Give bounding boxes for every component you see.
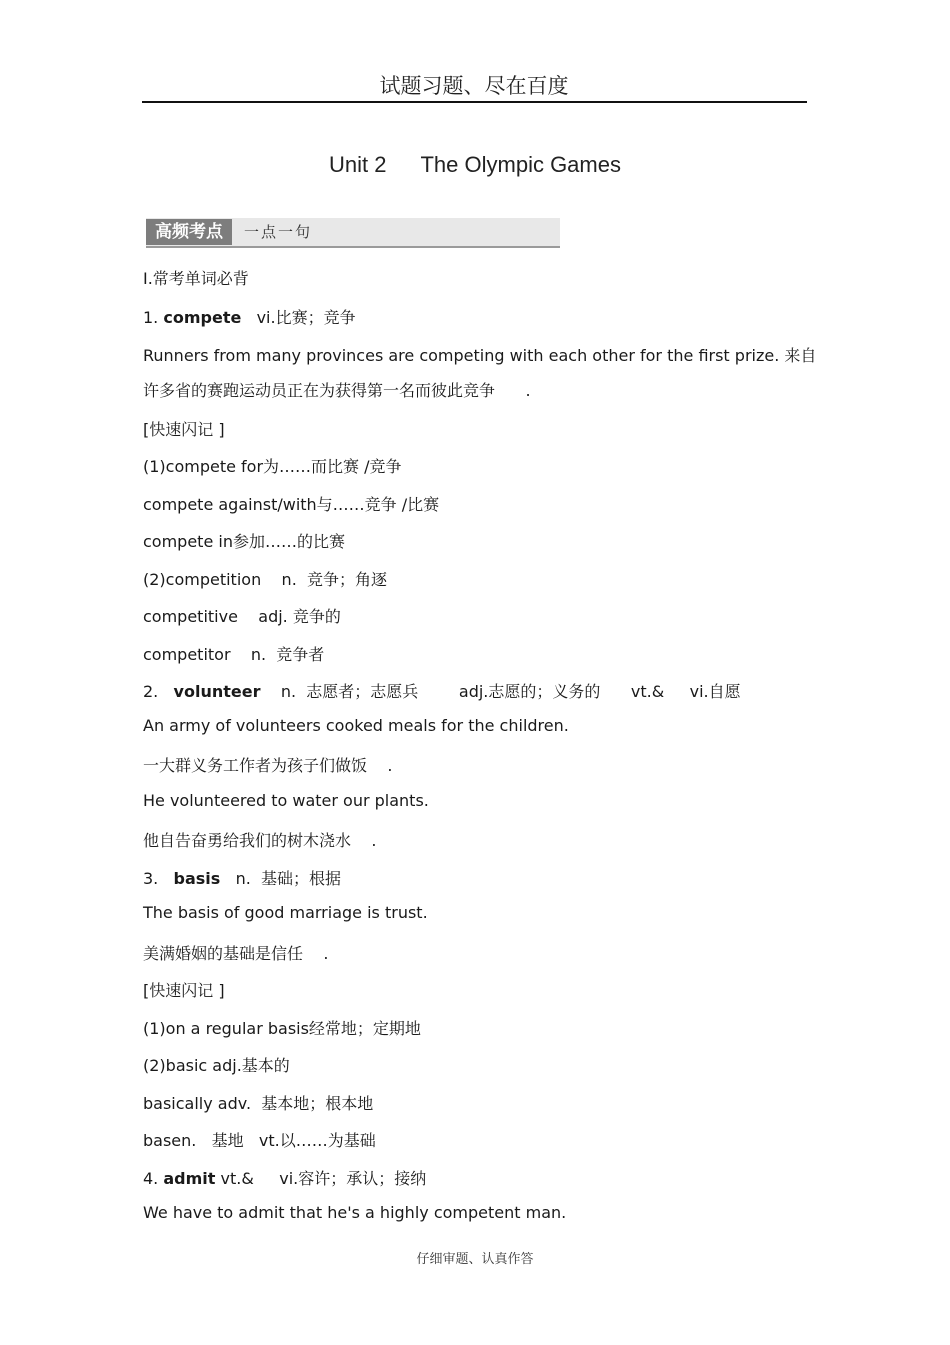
entry-word: volunteer bbox=[173, 682, 261, 701]
word-entry-basis bbox=[143, 866, 341, 889]
entry-number: 2. bbox=[143, 682, 174, 701]
unit-label: Unit 2 bbox=[329, 152, 387, 177]
entry-number: 3. bbox=[143, 869, 174, 888]
entry-word: basis bbox=[173, 869, 221, 888]
entry-definition: n. 基础；根据 bbox=[220, 869, 341, 888]
unit-title bbox=[0, 152, 950, 178]
header-title: 试题习题、尽在百度 bbox=[379, 74, 569, 98]
example-sentence: Runners from many provinces are competing with each other for the first prize. 来自 bbox=[143, 346, 817, 365]
banner-subtitle: 一点一句 bbox=[244, 223, 313, 241]
phrase-line: (2)competition n. 竞争；角逐 bbox=[143, 570, 387, 589]
example-sentence: The basis of good marriage is trust. bbox=[143, 903, 428, 922]
page-footer: 仔细审题、认真作答 bbox=[416, 1252, 534, 1267]
word-entry-admit bbox=[143, 1166, 426, 1189]
phrase-line: (2)basic adj.基本的 bbox=[143, 1056, 290, 1075]
entry-definition: vt.& vi.容许；承认；接纳 bbox=[215, 1169, 427, 1188]
entry-word: admit bbox=[163, 1169, 216, 1188]
phrase-line: basen. 基地 vt.以……为基础 bbox=[143, 1131, 376, 1150]
section-heading: Ⅰ.常考单词必背 bbox=[143, 269, 249, 288]
phrase-line: compete in参加……的比赛 bbox=[143, 532, 345, 551]
phrase-line: competitive adj. 竞争的 bbox=[143, 607, 341, 626]
example-sentence: He volunteered to water our plants. bbox=[143, 791, 429, 810]
example-translation: 美满婚姻的基础是信任 . bbox=[143, 944, 329, 963]
entry-number: 4. bbox=[143, 1169, 164, 1188]
quick-memo-label: [快速闪记 ] bbox=[143, 420, 225, 439]
word-entry-volunteer bbox=[143, 679, 741, 702]
banner-tag: 高频考点 bbox=[146, 219, 232, 245]
header-divider bbox=[142, 101, 807, 103]
phrase-line: compete against/with与……竞争 /比赛 bbox=[143, 495, 440, 514]
example-translation: 他自告奋勇给我们的树木浇水 . bbox=[143, 831, 377, 850]
phrase-line: basically adv. 基本地；根本地 bbox=[143, 1094, 374, 1113]
example-translation: 一大群义务工作者为孩子们做饭 . bbox=[143, 756, 393, 775]
section-banner bbox=[146, 218, 560, 248]
phrase-line: competitor n. 竞争者 bbox=[143, 645, 325, 664]
phrase-line: (1)compete for为……而比赛 /竞争 bbox=[143, 457, 402, 476]
quick-memo-label: [快速闪记 ] bbox=[143, 981, 225, 1000]
unit-name: The Olympic Games bbox=[420, 152, 621, 177]
example-sentence: An army of volunteers cooked meals for the children. bbox=[143, 716, 569, 735]
entry-word: compete bbox=[163, 308, 242, 327]
word-entry-compete bbox=[143, 305, 356, 328]
phrase-line: (1)on a regular basis经常地；定期地 bbox=[143, 1019, 421, 1038]
entry-number: 1. bbox=[143, 308, 164, 327]
example-sentence: We have to admit that he's a highly competent man. bbox=[143, 1203, 567, 1222]
example-translation: 许多省的赛跑运动员正在为获得第一名而彼此竞争 . bbox=[143, 381, 531, 400]
entry-definition: n. 志愿者；志愿兵 adj.志愿的；义务的 vt.& vi.自愿 bbox=[260, 682, 741, 701]
entry-definition: vi.比赛；竞争 bbox=[241, 308, 356, 327]
